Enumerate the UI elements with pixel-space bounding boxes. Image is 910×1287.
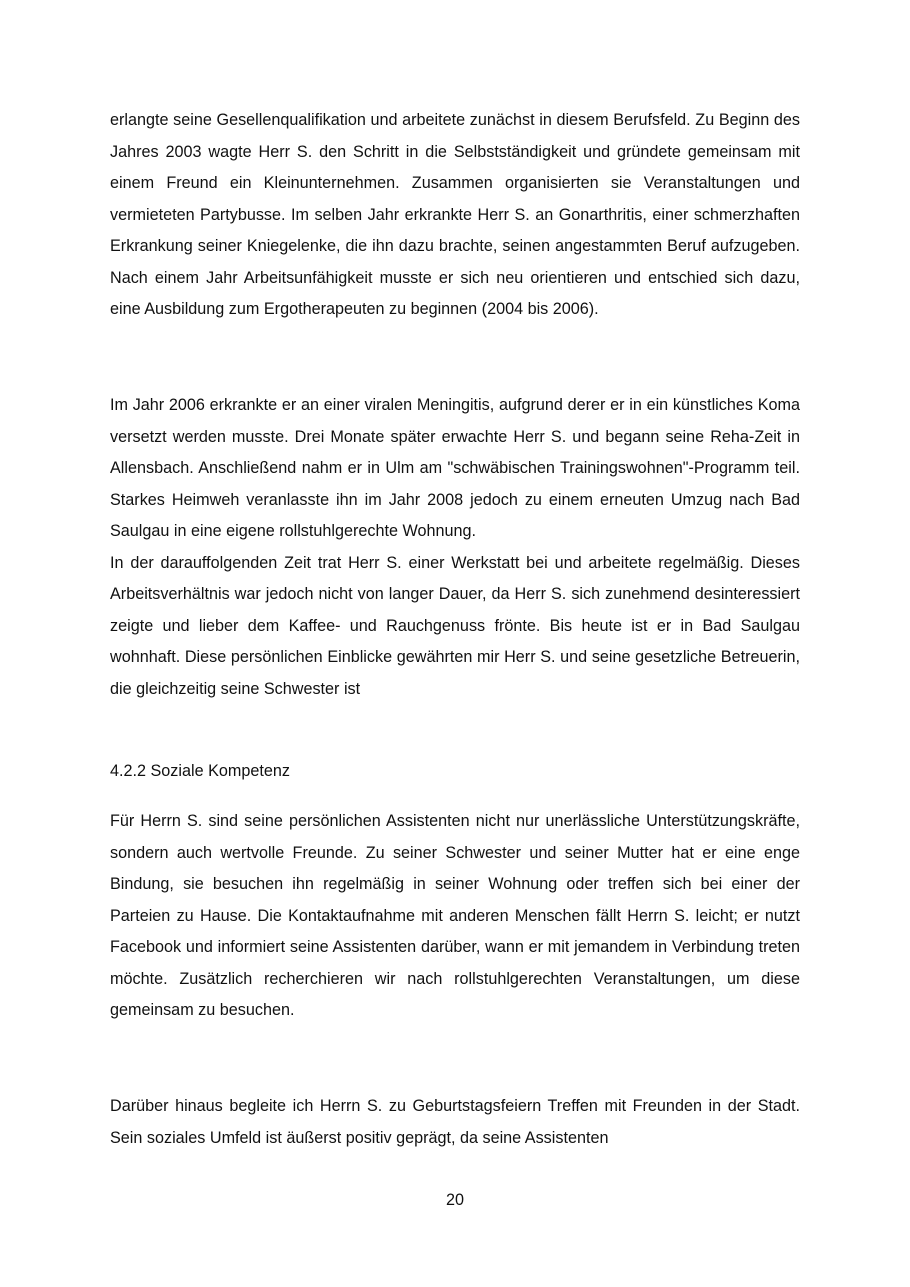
- section-heading: 4.2.2 Soziale Kompetenz: [110, 762, 290, 780]
- paragraph-block: [110, 105, 800, 326]
- paragraph: Im Jahr 2006 erkrankte er an einer viralen Meningitis, aufgrund derer er in ein künstliches Koma versetzt werden musste. Drei Monate später erwachte Herr S. und begann seine Reha-Zeit in Allensbach. Anschließend nahm er in Ulm am "schwäbischen Trainingswohnen"-Programm teil. Starkes Heimweh veranlasste ihn im Jahr 2008 jedoch zu einem erneuten Umzug nach Bad Saulgau in eine eigene rollstuhlgerechte Wohnung.: [110, 396, 800, 540]
- paragraph: Für Herrn S. sind seine persönlichen Assistenten nicht nur unerlässliche Unterstützungskräfte, sondern auch wertvolle Freunde. Zu seiner Schwester und seiner Mutter hat er eine enge Bindung, sie besuchen ihn regelmäßig in seiner Wohnung oder treffen sich bei einer der Parteien zu Hause. Die Kontaktaufnahme mit anderen Menschen fällt Herrn S. leicht; er nutzt Facebook und informiert seine Assistenten darüber, wann er mit jemandem in Verbindung treten möchte. Zusätzlich recherchieren wir nach rollstuhlgerechten Veranstaltungen, um diese gemeinsam zu besuchen.: [110, 812, 800, 1019]
- paragraph-block: [110, 806, 800, 1027]
- paragraph: erlangte seine Gesellenqualifikation und arbeitete zunächst in diesem Berufsfeld. Zu Beginn des Jahres 2003 wagte Herr S. den Schritt in die Selbstständigkeit und gründete gemeinsam mit einem Freund ein Kleinunternehmen. Zusammen organisierten sie Veranstaltungen und vermieteten Partybusse. Im selben Jahr erkrankte Herr S. an Gonarthritis, einer schmerzhaften Erkrankung seiner Kniegelenke, die ihn dazu brachte, seinen angestammten Beruf aufzugeben. Nach einem Jahr Arbeitsunfähigkeit musste er sich neu orientieren und entschied sich dazu, eine Ausbildung zum Ergotherapeuten zu beginnen (2004 bis 2006).: [110, 111, 800, 318]
- paragraph-block: [110, 390, 800, 705]
- paragraph-block: [110, 1091, 800, 1154]
- page-number: 20: [445, 1191, 464, 1209]
- paragraph: Darüber hinaus begleite ich Herrn S. zu Geburtstagsfeiern Treffen mit Freunden in der Stadt. Sein soziales Umfeld ist äußerst positiv geprägt, da seine Assistenten: [110, 1097, 800, 1147]
- paragraph: In der darauffolgenden Zeit trat Herr S. einer Werkstatt bei und arbeitete regelmäßig. Dieses Arbeitsverhältnis war jedoch nicht von langer Dauer, da Herr S. sich zunehmend desinteressiert zeigte und lieber dem Kaffee- und Rauchgenuss frönte. Bis heute ist er in Bad Saulgau wohnhaft. Diese persönlichen Einblicke gewährten mir Herr S. und seine gesetzliche Betreuerin, die gleichzeitig seine Schwester ist: [110, 553, 800, 698]
